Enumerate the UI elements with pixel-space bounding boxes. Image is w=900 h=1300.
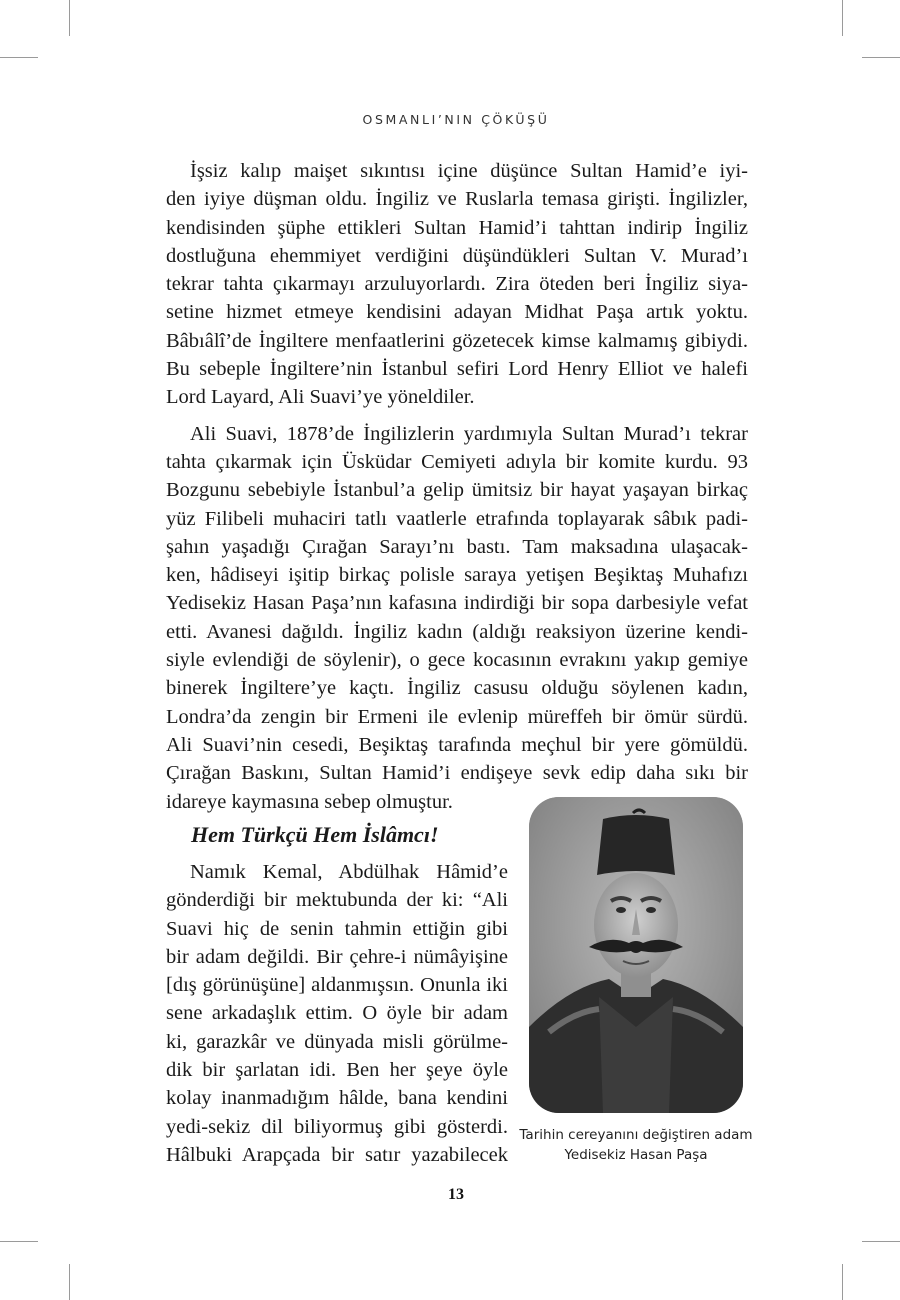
text-line: gönderdiği bir mektubunda der ki: “Ali — [166, 889, 508, 912]
caption-line: Yedisekiz Hasan Paşa — [564, 1147, 708, 1163]
text-line: kendisinden şüphe ettikleri Sultan Hamid’i tahttan indirip İngiliz — [166, 216, 748, 239]
text-line: etti. Avanesi dağıldı. İngiliz kadın (aldığı reaksiyon üzerine kendi- — [166, 620, 748, 643]
text-line: Bozgunu sebebiyle İstanbul’a gelip ümitsiz bir hayat yaşayan birkaç — [166, 479, 748, 502]
text-line: şahın yaşadığı Çırağan Sarayı’nı bastı. Tam maksadına ulaşacak- — [166, 535, 748, 558]
text-line: tekrar tahta çıkarmayı arzuluyorlardı. Zira öteden beri İngiliz siya- — [166, 273, 748, 296]
crop-mark-right-top — [862, 57, 900, 58]
text-line: setine hizmet etmeye kendisini adayan Midhat Paşa artık yoktu. — [166, 301, 748, 324]
text-line: Namık Kemal, Abdülhak Hâmid’e — [190, 861, 508, 883]
text-line: dostluğuna ehemmiyet verdiğini düşündükleri Sultan V. Murad’ı — [166, 244, 748, 267]
paragraph-3 — [166, 858, 508, 1169]
running-head: OSMANLI’NIN ÇÖKÜŞÜ — [362, 112, 550, 127]
text-line: Suavi hiç de senin tahmin ettiğin gibi — [166, 917, 508, 940]
caption-line: Tarihin cereyanını değiştiren adam — [519, 1127, 753, 1143]
crop-mark-left-top — [0, 57, 38, 58]
text-line: binerek İngiltere’ye kaçtı. İngiliz casusu olduğu söylenen kadın, — [166, 677, 748, 700]
crop-mark-right-bottom — [862, 1241, 900, 1242]
text-line: Ali Suavi, 1878’de İngilizlerin yardımıyla Sultan Murad’ı tekrar — [190, 422, 748, 445]
text-line: Yedisekiz Hasan Paşa’nın kafasına indirdiği bir sopa darbesiyle vefat — [166, 592, 748, 615]
crop-mark-left-bottom — [0, 1241, 38, 1242]
crop-mark-bottom-left — [69, 1264, 70, 1300]
text-line: yüz Filibeli muhaciri tatlı vaatlerle etrafında toplayarak sâbık padi- — [166, 507, 748, 530]
text-line: [dış görünüşüne] aldanmışsın. Onunla iki — [166, 974, 508, 997]
text-line: dik bir şarlatan idi. Ben her şeye öyle — [166, 1059, 508, 1082]
body-text — [166, 157, 748, 816]
text-line: siyle evlendiği de söylenir), o gece kocasının evrakını yakıp gemiye — [166, 649, 748, 672]
crop-mark-bottom-right — [842, 1264, 843, 1300]
text-line: ken, hâdiseyi işitip birkaç polisle saraya yetişen Beşiktaş Muhafızı — [166, 564, 748, 587]
portrait-photo — [529, 797, 743, 1113]
portrait-illustration — [529, 797, 743, 1113]
page-number: 13 — [448, 1186, 464, 1203]
crop-mark-top-right — [842, 0, 843, 36]
text-line: idareye kaymasına sebep olmuştur. — [166, 790, 453, 813]
text-line: Ali Suavi’nin cesedi, Beşiktaş tarafında meçhul bir yere gömüldü. — [166, 733, 748, 756]
photo-caption — [505, 1125, 767, 1165]
text-line: Londra’da zengin bir Ermeni ile evlenip müreffeh bir ömür sürdü. — [166, 705, 748, 728]
paragraph-2 — [166, 420, 748, 816]
text-line: Bâbıâlî’de İngiltere menfaatlerini gözetecek kimse kalmamış gibiydi. — [166, 329, 748, 352]
text-line: yedi-sekiz dil biliyormuş gibi gösterdi. — [166, 1115, 508, 1138]
text-line: den iyiye düşman oldu. İngiliz ve Ruslarla temasa girişti. İngilizler, — [166, 188, 748, 211]
text-line: Çırağan Baskını, Sultan Hamid’i endişeye sevk edip daha sıkı bir — [166, 762, 748, 785]
text-line: sene arkadaşlık ettim. O öyle bir adam — [166, 1002, 508, 1025]
paragraph-1 — [166, 157, 748, 412]
section-heading: Hem Türkçü Hem İslâmcı! — [191, 822, 439, 847]
crop-mark-top-left — [69, 0, 70, 36]
text-line: Bu sebeple İngiltere’nin İstanbul sefiri Lord Henry Elliot ve halefi — [166, 358, 748, 381]
text-line: bir adam değildi. Bir çehre-i nümâyişine — [166, 945, 508, 968]
text-line: Lord Layard, Ali Suavi’ye yöneldiler. — [166, 386, 475, 409]
text-line: kolay inanmadığım hâlde, bana kendini — [166, 1087, 508, 1110]
text-line: tahta çıkarmak için Üsküdar Cemiyeti adıyla bir komite kurdu. 93 — [166, 450, 748, 473]
text-line: İşsiz kalıp maişet sıkıntısı içine düşünce Sultan Hamid’e iyi- — [190, 160, 748, 182]
text-line: ki, garazkâr ve dünyada misli görülme- — [166, 1030, 508, 1053]
text-line: Hâlbuki Arapçada bir satır yazabilecek — [166, 1143, 508, 1166]
